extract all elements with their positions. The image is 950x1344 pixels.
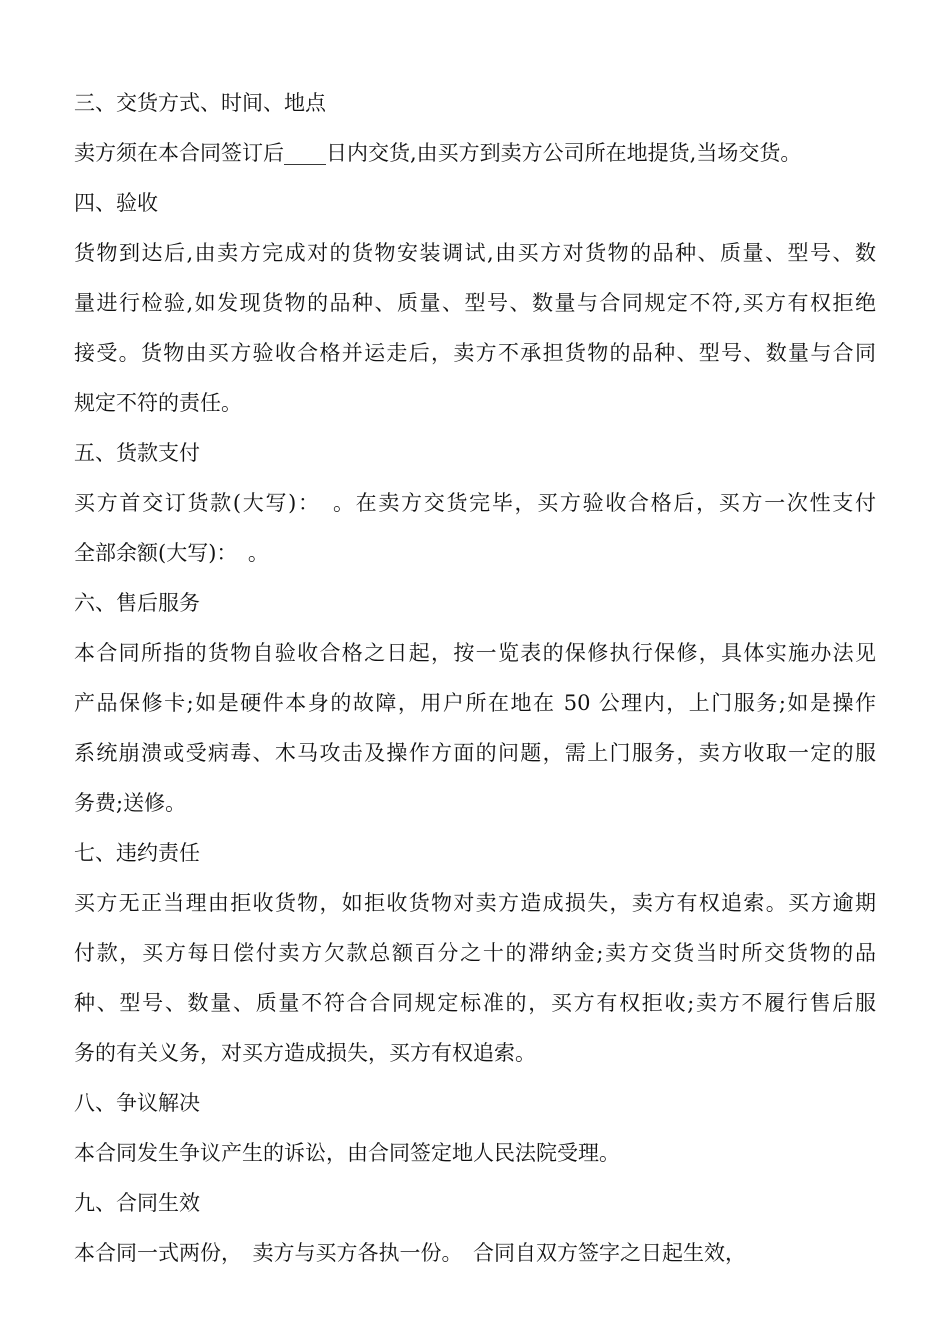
text-line: 规定不符的责任。 <box>74 391 242 415</box>
text-line: 三、交货方式、时间、地点 <box>74 91 326 115</box>
text-line: 七、违约责任 <box>74 841 200 865</box>
text-line: 接受。货物由买方验收合格并运走后，卖方不承担货物的品种、型号、数量与合同 <box>74 341 876 365</box>
text-line: 五、货款支付 <box>74 441 200 465</box>
text-line: 本合同一式两份， 卖方与买方各执一份。 合同自双方签字之日起生效， <box>74 1241 746 1265</box>
text-line: 八、争议解决 <box>74 1091 200 1115</box>
text-line: 种、型号、数量、质量不符合合同规定标准的，买方有权拒收;卖方不履行售后服 <box>74 991 876 1015</box>
text-line: 务的有关义务，对买方造成损失，买方有权追索。 <box>74 1041 536 1065</box>
text-line: 量进行检验,如发现货物的品种、质量、型号、数量与合同规定不符,买方有权拒绝 <box>74 291 876 315</box>
text-line: 本合同发生争议产生的诉讼，由合同签定地人民法院受理。 <box>74 1141 620 1165</box>
text-line: 买方首交订货款(大写)： 。在卖方交货完毕，买方验收合格后，买方一次性支付 <box>74 491 876 515</box>
text-line: 系统崩溃或受病毒、木马攻击及操作方面的问题，需上门服务，卖方收取一定的服 <box>74 741 876 765</box>
text-line: 买方无正当理由拒收货物，如拒收货物对卖方造成损失，卖方有权追索。买方逾期 <box>74 891 876 915</box>
document-body <box>74 78 876 1278</box>
text-line: 产品保修卡;如是硬件本身的故障，用户所在地在 50 公理内，上门服务;如是操作 <box>74 691 876 715</box>
text-line: 本合同所指的货物自验收合格之日起，按一览表的保修执行保修，具体实施办法见 <box>74 641 876 665</box>
text-line: 六、售后服务 <box>74 591 200 615</box>
text-line: 卖方须在本合同签订后____日内交货,由买方到卖方公司所在地提货,当场交货。 <box>74 141 802 165</box>
text-line: 务费;送修。 <box>74 791 187 815</box>
text-line: 货物到达后,由卖方完成对的货物安装调试,由买方对货物的品种、质量、型号、数 <box>74 241 876 265</box>
text-line: 四、验收 <box>74 191 158 215</box>
text-line: 付款，买方每日偿付卖方欠款总额百分之十的滞纳金;卖方交货当时所交货物的品 <box>74 941 876 965</box>
text-line: 九、合同生效 <box>74 1191 200 1215</box>
text-line: 全部余额(大写)： 。 <box>74 541 269 565</box>
